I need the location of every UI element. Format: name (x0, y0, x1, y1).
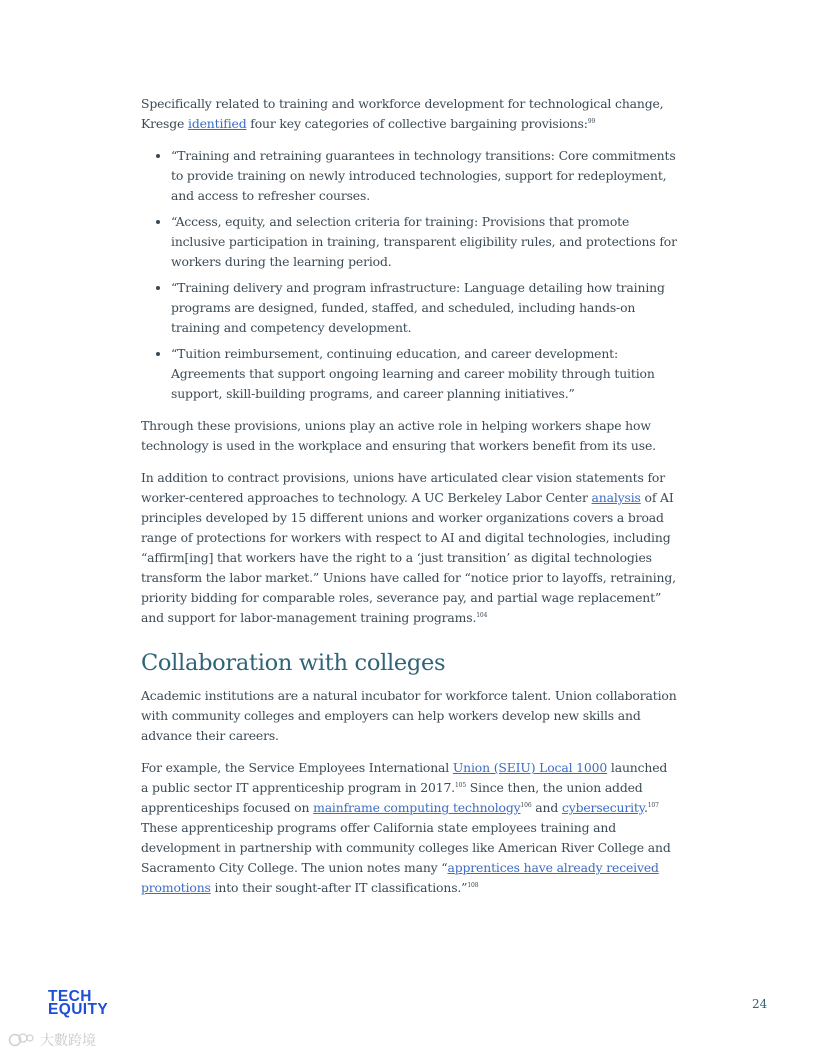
logo-line-2: EQUITY (48, 1001, 109, 1018)
analysis-link[interactable]: analysis (591, 490, 641, 505)
text-span: For example, the Service Employees International (141, 760, 453, 775)
techequity-logo (48, 990, 108, 1016)
text-span: In addition to contract provisions, unions have articulated clear vision statements for worker-centered approaches to technology. A UC Berkeley Labor Center (141, 470, 665, 505)
list-item: • “Tuition reimbursement, continuing education, and career development: Agreements that support ongoing learning and career mobility through tuition support, skill-building programs, and career planning initiatives.” (171, 344, 677, 404)
logo-line-1: TECH (48, 988, 92, 1005)
text-span: and (531, 800, 562, 815)
colleges-intro-paragraph: Academic institutions are a natural incubator for workforce talent. Union collaboration with community colleges and employers can help workers develop new skills and advance their careers. (141, 688, 677, 743)
footnote-ref: 104 (476, 612, 488, 619)
footnote-ref: 107 (647, 802, 659, 809)
footnote-ref: 108 (467, 882, 479, 889)
section-heading: Collaboration with colleges (141, 650, 446, 676)
text-span: launched a public sector IT apprenticeship program in 2017. (141, 760, 668, 795)
vision-statements-paragraph (141, 468, 677, 628)
text-span: into their sought-after IT classifications.” (210, 880, 468, 895)
seiu-local-1000-link[interactable]: Union (SEIU) Local 1000 (452, 760, 608, 775)
list-item: • “Training delivery and program infrastructure: Language detailing how training programs are designed, funded, staffed, and scheduled, including hands-on training and competency development. (171, 278, 677, 338)
text-span: . (643, 800, 648, 815)
seiu-example-paragraph (141, 758, 677, 898)
text-span: Since then, the union added apprenticeships focused on (141, 780, 643, 815)
footnote-ref: 99 (587, 118, 596, 125)
identified-link[interactable]: identified (188, 116, 247, 131)
intro-paragraph (141, 94, 677, 134)
promotions-link[interactable]: apprentices have already received promotions (141, 860, 659, 895)
mainframe-link[interactable]: mainframe computing technology (313, 800, 521, 815)
page-number: 24 (752, 997, 768, 1011)
watermark (8, 1030, 96, 1050)
footnote-ref: 106 (520, 802, 532, 809)
list-item: • “Training and retraining guarantees in technology transitions: Core commitments to provide training on newly introduced technologies, support for redeployment, and access to refresher courses. (171, 146, 677, 206)
cybersecurity-link[interactable]: cybersecurity (561, 800, 644, 815)
watermark-logo-icon (8, 1032, 36, 1048)
list-item: • “Access, equity, and selection criteria for training: Provisions that promote inclusive participation in training, transparent eligibility rules, and protections for workers during the learning period. (171, 212, 677, 272)
text-span: These apprenticeship programs offer California state employees training and development in partnership with community colleges like American River College and Sacramento City College. The union notes many “ (141, 820, 671, 875)
text-span: of AI principles developed by 15 different unions and worker organizations covers a broad range of protections for workers with respect to AI and digital technologies, including “affirm[ing] that workers have the right to a ‘just transition’ as digital technologies transform the labor market.” Unions have called for “notice prior to layoffs, retraining, priority bidding for comparable roles, severance pay, and partial wage replacement” and support for labor-management training programs. (141, 490, 676, 625)
document-body (141, 94, 677, 898)
text-span: Specifically related to training and workforce development for technological change, Kresge (141, 96, 664, 131)
footnote-ref: 105 (454, 782, 466, 789)
watermark-text: 大數跨境 (40, 1033, 96, 1049)
text-span: four key categories of collective bargaining provisions: (246, 116, 588, 131)
provision-list (141, 146, 677, 404)
provisions-summary-paragraph: Through these provisions, unions play an active role in helping workers shape how technology is used in the workplace and ensuring that workers benefit from its use. (141, 418, 656, 453)
